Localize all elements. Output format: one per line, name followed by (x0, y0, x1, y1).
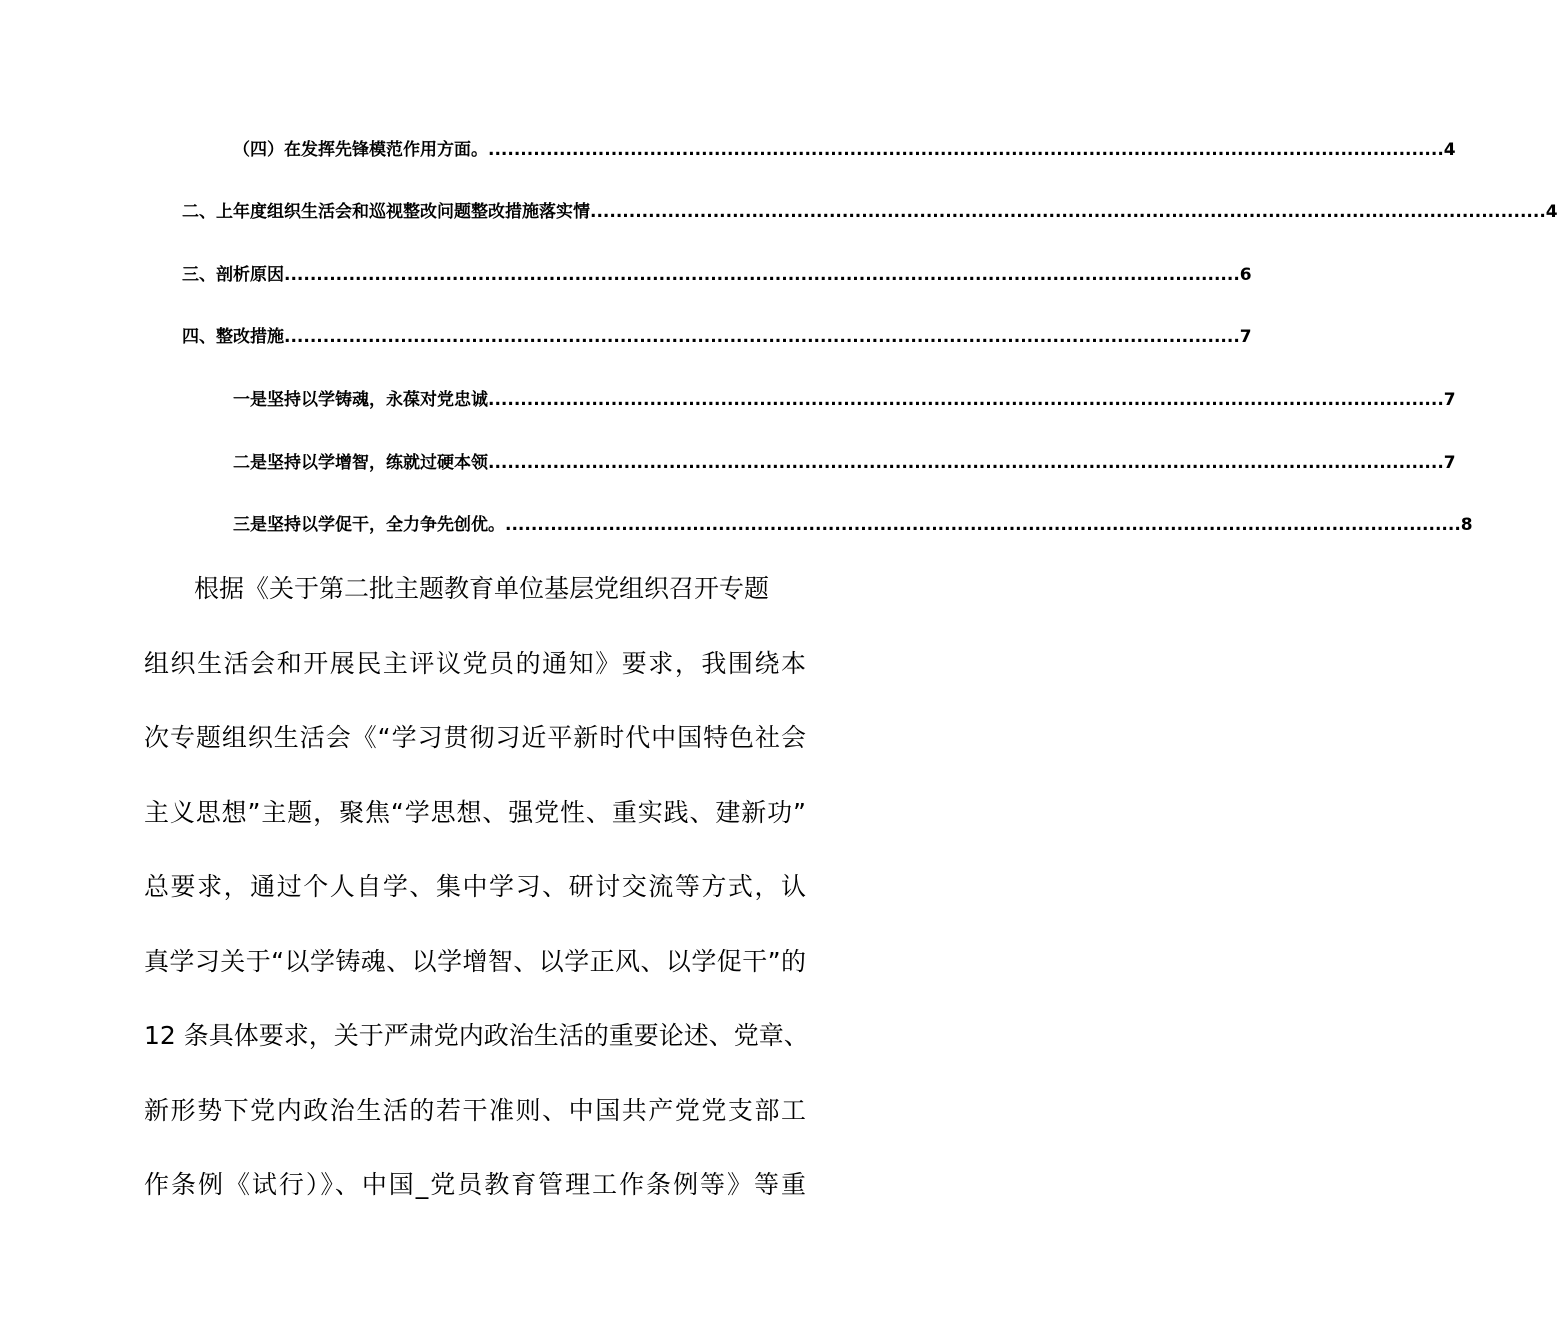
toc-dot-leader: .................................................................................................................................................... (488, 140, 1444, 160)
body-line: 真学习关于“以学铸魂、以学增智、以学正风、以学促干”的 (144, 946, 806, 976)
toc-entry-title: （四）在发挥先锋模范作用方面。 (233, 140, 488, 160)
body-line: 组织生活会和开展民主评议党员的通知》要求，我围绕本 (144, 648, 806, 678)
toc-page-number: 7 (1443, 390, 1456, 410)
toc-entry[interactable] (233, 451, 1456, 475)
toc-dot-leader: .................................................................................................................................................... (488, 390, 1444, 410)
toc-entry-title: 三是坚持以学促干，全力争先创优。 (233, 515, 505, 535)
body-paragraph (144, 552, 809, 1223)
toc-dot-leader: .................................................................................................................................................... (505, 515, 1461, 535)
body-line: 根据《关于第二批主题教育单位基层党组织召开专题 (194, 574, 770, 603)
toc-entry-title: 二、上年度组织生活会和巡视整改问题整改措施落实情 (182, 202, 590, 222)
toc-entry[interactable] (233, 388, 1456, 412)
toc-entry-title: 四、整改措施 (182, 327, 284, 347)
body-line: 新形势下党内政治生活的若干准则、中国共产党党支部工 (144, 1095, 806, 1125)
body-line: 12 条具体要求，关于严肃党内政治生活的重要论述、党章、 (144, 1021, 809, 1050)
toc-entry[interactable] (233, 513, 1473, 537)
toc-entry[interactable] (182, 200, 1558, 224)
toc-dot-leader: .................................................................................................................................................... (590, 202, 1546, 222)
toc-entry[interactable] (182, 263, 1252, 287)
toc-page-number: 7 (1443, 453, 1456, 473)
body-line: 主义思想”主题，聚焦“学思想、强党性、重实践、建新功” (144, 797, 806, 827)
toc-page-number: 8 (1460, 515, 1473, 535)
toc-page-number: 4 (1545, 202, 1558, 222)
toc-page-number: 6 (1239, 265, 1252, 285)
toc-entry-title: 二是坚持以学增智，练就过硬本领 (233, 453, 488, 473)
toc-dot-leader: .................................................................................................................................................... (284, 327, 1240, 347)
toc-entry[interactable] (233, 138, 1456, 162)
toc-entry[interactable] (182, 325, 1252, 349)
body-line: 总要求，通过个人自学、集中学习、研讨交流等方式，认 (144, 872, 806, 901)
toc-page-number: 4 (1443, 140, 1456, 160)
toc-page-number: 7 (1239, 327, 1252, 347)
body-line: 作条例《试行）》、中国_党员教育管理工作条例等》等重 (144, 1170, 806, 1199)
toc-dot-leader: .................................................................................................................................................... (488, 453, 1444, 473)
toc-dot-leader: .................................................................................................................................................... (284, 265, 1240, 285)
body-line: 次专题组织生活会《“学习贯彻习近平新时代中国特色社会 (144, 723, 806, 752)
toc-entry-title: 一是坚持以学铸魂，永葆对党忠诚 (233, 390, 488, 410)
toc-entry-title: 三、剖析原因 (182, 265, 284, 285)
